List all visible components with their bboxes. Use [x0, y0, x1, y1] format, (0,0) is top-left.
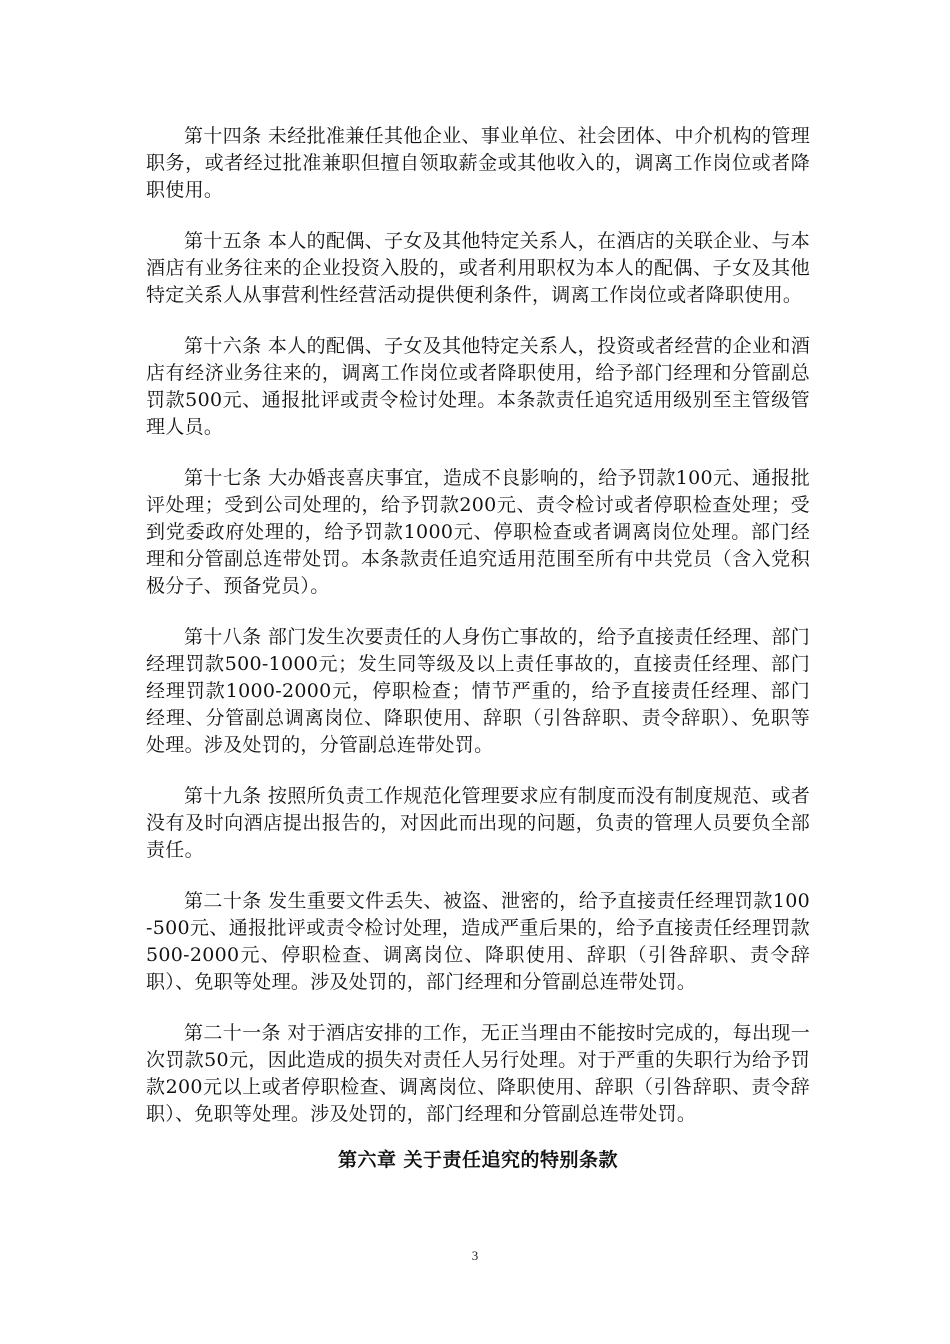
article-14: 第十四条 未经批准兼任其他企业、事业单位、社会团体、中介机构的管理职务，或者经过批准兼职但擅自领取薪金或其他收入的，调离工作岗位或者降职使用。 [146, 125, 810, 201]
article-17: 第十七条 大办婚丧喜庆事宜，造成不良影响的，给予罚款100元、通报批评处理；受到公司处理的，给予罚款200元、责令检讨或者停职检查处理；受到党委政府处理的，给予罚款1000元、停职检查或者调离岗位处理。部门经理和分管副总连带处罚。本条款责任追究适用范围至所有中共党员（含入党积极分子、预备党员）。 [146, 467, 810, 597]
article-16: 第十六条 本人的配偶、子女及其他特定关系人，投资或者经营的企业和酒店有经济业务往来的，调离工作岗位或者降职使用，给予部门经理和分管副总罚款500元、通报批评或责令检讨处理。本条款责任追究适用级别至主管级管理人员。 [146, 335, 810, 438]
article-18: 第十八条 部门发生次要责任的人身伤亡事故的，给予直接责任经理、部门经理罚款500-1000元；发生同等级及以上责任事故的，直接责任经理、部门经理罚款1000-2000元，停职检查；情节严重的，给予直接责任经理、部门经理、分管副总调离岗位、降职使用、辞职（引咎辞职、责令辞职）、免职等处理。涉及处罚的，分管副总连带处罚。 [146, 626, 810, 756]
article-21: 第二十一条 对于酒店安排的工作，无正当理由不能按时完成的，每出现一次罚款50元，因此造成的损失对责任人另行处理。对于严重的失职行为给予罚款200元以上或者停职检查、调离岗位、降职使用、辞职（引咎辞职、责令辞职）、免职等处理。涉及处罚的，部门经理和分管副总连带处罚。 [146, 1022, 810, 1125]
chapter-heading: 第六章 关于责任追究的特别条款 [337, 1149, 619, 1171]
article-19: 第十九条 按照所负责工作规范化管理要求应有制度而没有制度规范、或者没有及时向酒店提出报告的，对因此而出现的问题，负责的管理人员要负全部责任。 [146, 785, 810, 861]
article-20: 第二十条 发生重要文件丢失、被盗、泄密的，给予直接责任经理罚款100-500元、通报批评或责令检讨处理，造成严重后果的，给予直接责任经理罚款500-2000元、停职检查、调离岗位、降职使用、辞职（引咎辞职、责令辞职）、免职等处理。涉及处罚的，部门经理和分管副总连带处罚。 [146, 890, 810, 993]
page-content [146, 123, 810, 1174]
article-15: 第十五条 本人的配偶、子女及其他特定关系人，在酒店的关联企业、与本酒店有业务往来的企业投资入股的，或者利用职权为本人的配偶、子女及其他特定关系人从事营利性经营活动提供便利条件，调离工作岗位或者降职使用。 [146, 230, 810, 306]
page-number: 3 [471, 1248, 479, 1263]
